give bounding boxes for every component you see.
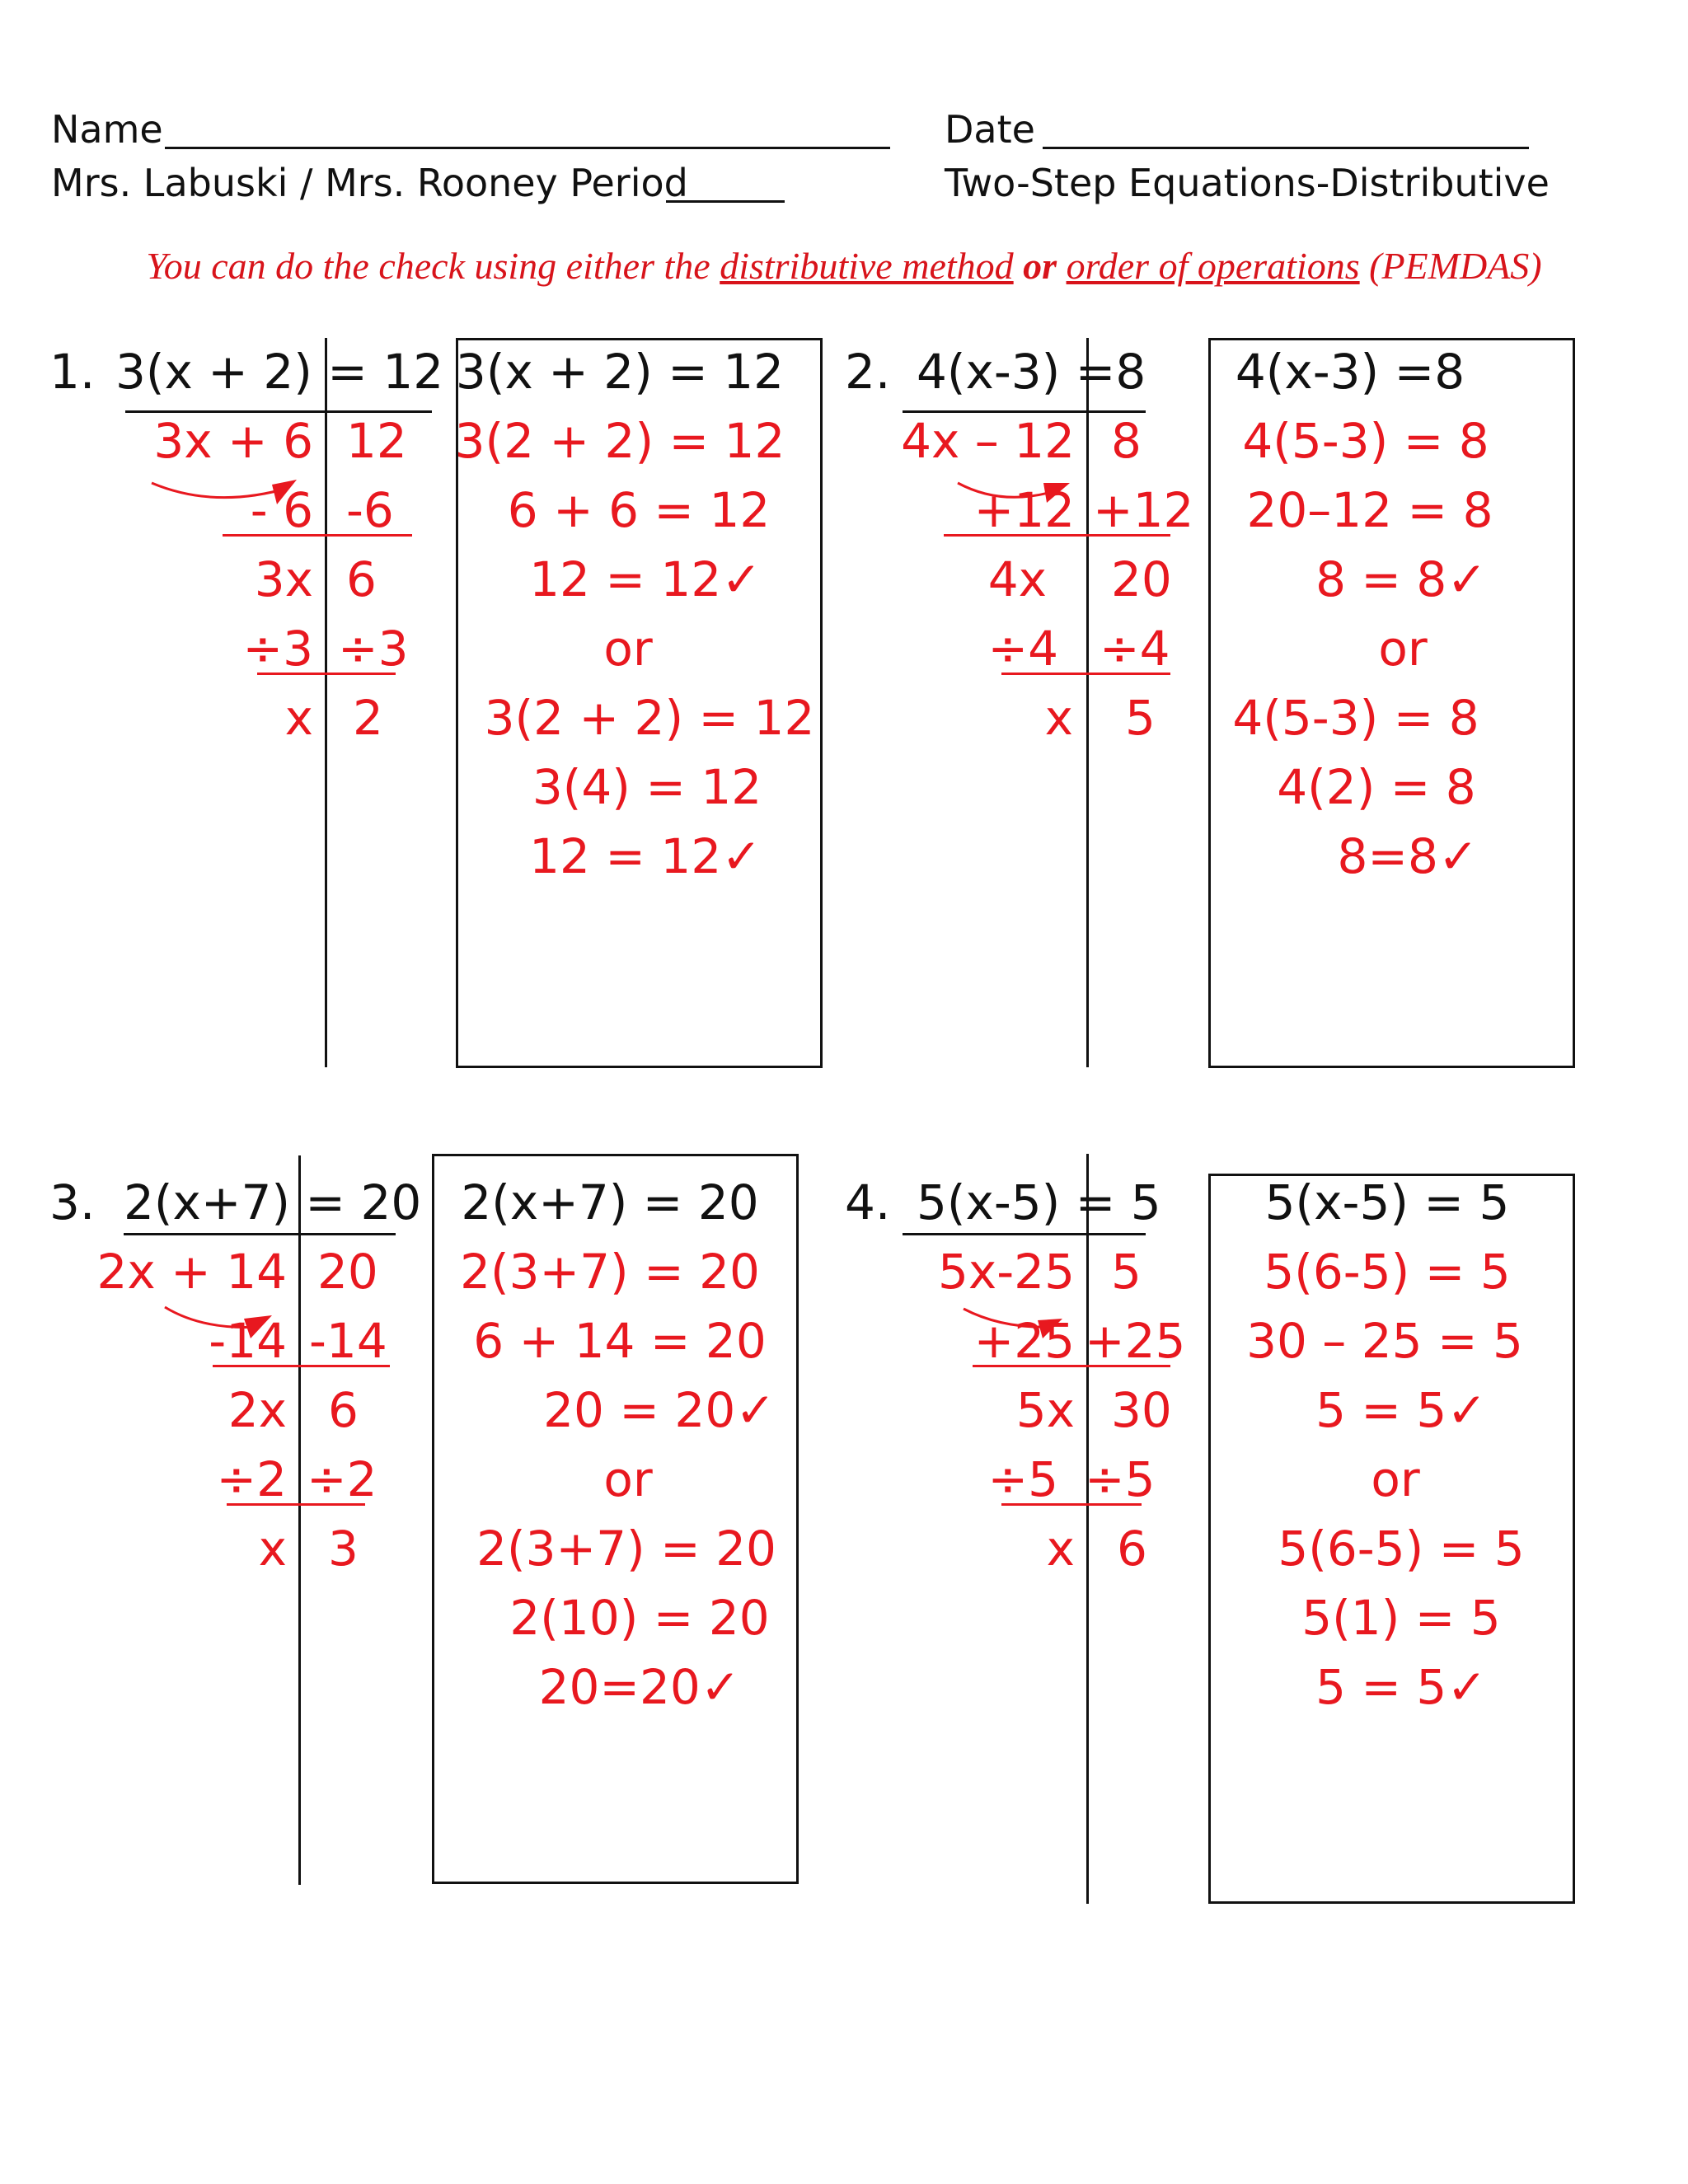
check-line: 5 = 5✓ — [1315, 1382, 1487, 1438]
inverse-right: +25 — [1085, 1313, 1186, 1369]
instructions-part1: You can do the check using either the — [146, 245, 710, 287]
divide-underline — [1001, 1503, 1142, 1506]
balance-line — [325, 338, 327, 1067]
divide-left: ÷5 — [987, 1451, 1058, 1507]
check-line: 5(6-5) = 5 — [1264, 1244, 1511, 1300]
check-equation: 4(x-3) =8 — [1235, 344, 1465, 400]
problem-equation: 3(x + 2) = 12 — [115, 344, 444, 400]
divide-left: ÷3 — [242, 621, 313, 677]
check-line: 2(10) = 20 — [509, 1590, 770, 1646]
inverse-left: +25 — [973, 1313, 1075, 1369]
divide-right: ÷5 — [1085, 1451, 1156, 1507]
problem-number: 2. — [845, 344, 891, 400]
check-line: 12 = 12✓ — [529, 551, 762, 607]
inverse-right: +12 — [1093, 482, 1194, 538]
answer-right: 6 — [1117, 1521, 1147, 1577]
date-field[interactable] — [1043, 147, 1529, 149]
check-line: 5(1) = 5 — [1301, 1590, 1501, 1646]
simplified-right: 30 — [1111, 1382, 1172, 1438]
problem-equation: 5(x-5) = 5 — [917, 1174, 1161, 1230]
check-line: 6 + 6 = 12 — [507, 482, 771, 538]
answer-left: x — [1044, 690, 1073, 746]
check-line: 3(2 + 2) = 12 — [484, 690, 815, 746]
problem-equation: 4(x-3) =8 — [917, 344, 1146, 400]
answer-left: x — [258, 1521, 287, 1577]
check-equation: 5(x-5) = 5 — [1264, 1174, 1510, 1230]
simplified-left: 3x — [254, 551, 313, 607]
distributed-right: 20 — [317, 1244, 378, 1300]
distributed-left: 3x + 6 — [153, 413, 313, 469]
period-field[interactable] — [666, 200, 785, 203]
balance-line — [298, 1155, 301, 1885]
answer-right: 5 — [1125, 690, 1156, 746]
check-line: 5 = 5✓ — [1315, 1659, 1487, 1715]
check-line: 6 + 14 = 20 — [473, 1313, 767, 1369]
check-line: 3(2 + 2) = 12 — [454, 413, 785, 469]
divide-right: ÷4 — [1100, 621, 1170, 677]
distributed-right: 12 — [346, 413, 407, 469]
equation-underline — [903, 1233, 1146, 1235]
balance-line — [1086, 338, 1089, 1067]
check-equation: 3(x + 2) = 12 — [455, 344, 785, 400]
instructions-distributive-method: distributive method — [720, 245, 1014, 287]
inverse-left: -14 — [209, 1313, 287, 1369]
distributed-right: 5 — [1111, 1244, 1142, 1300]
instructions-part2: (PEMDAS) — [1369, 245, 1542, 287]
check-line: 5(6-5) = 5 — [1278, 1521, 1525, 1577]
check-line: 4(5-3) = 8 — [1242, 413, 1489, 469]
divide-underline — [1001, 673, 1170, 675]
name-field[interactable] — [165, 147, 890, 149]
distributed-left: 4x – 12 — [901, 413, 1075, 469]
distributed-left: 5x-25 — [938, 1244, 1075, 1300]
divide-underline — [227, 1503, 365, 1506]
problem-number: 4. — [845, 1174, 891, 1230]
instructions — [0, 244, 1688, 288]
answer-right: 3 — [328, 1521, 359, 1577]
check-line: 2(3+7) = 20 — [476, 1521, 776, 1577]
simplified-left: 2x — [227, 1382, 287, 1438]
inverse-left: +12 — [973, 482, 1075, 538]
divide-left: ÷2 — [216, 1451, 287, 1507]
simplified-left: 5x — [1015, 1382, 1075, 1438]
divide-underline — [257, 673, 396, 675]
check-line: 20=20✓ — [538, 1659, 741, 1715]
check-line: 4(2) = 8 — [1277, 759, 1476, 815]
check-or: or — [603, 621, 653, 677]
check-or: or — [603, 1451, 653, 1507]
instructions-or: or — [1023, 245, 1057, 287]
balance-line — [1086, 1154, 1089, 1904]
check-or: or — [1378, 621, 1428, 677]
check-or: or — [1371, 1451, 1420, 1507]
teacher-period-label: Mrs. Labuski / Mrs. Rooney Period — [51, 161, 688, 205]
problem-number: 3. — [49, 1174, 96, 1230]
inverse-right: -14 — [309, 1313, 387, 1369]
check-line: 2(3+7) = 20 — [460, 1244, 760, 1300]
check-line: 3(4) = 12 — [532, 759, 762, 815]
answer-left: x — [1046, 1521, 1075, 1577]
inverse-underline — [213, 1365, 390, 1367]
simplified-right: 6 — [346, 551, 377, 607]
instructions-order-of-operations: order of operations — [1066, 245, 1360, 287]
answer-right: 2 — [353, 690, 383, 746]
inverse-right: -6 — [346, 482, 394, 538]
inverse-left: - 6 — [250, 482, 313, 538]
check-equation: 2(x+7) = 20 — [461, 1174, 759, 1230]
distributed-left: 2x + 14 — [96, 1244, 287, 1300]
equation-underline — [124, 1233, 396, 1235]
answer-left: x — [284, 690, 313, 746]
problem-number: 1. — [49, 344, 96, 400]
name-label: Name — [51, 107, 163, 152]
inverse-underline — [973, 1365, 1170, 1367]
divide-right: ÷2 — [307, 1451, 377, 1507]
simplified-left: 4x — [987, 551, 1047, 607]
check-line: 30 – 25 = 5 — [1246, 1313, 1523, 1369]
distributed-right: 8 — [1111, 413, 1142, 469]
check-line: 8=8✓ — [1337, 828, 1479, 884]
inverse-underline — [944, 534, 1170, 537]
simplified-right: 20 — [1111, 551, 1172, 607]
check-line: 20–12 = 8 — [1246, 482, 1493, 538]
check-line: 12 = 12✓ — [529, 828, 762, 884]
divide-right: ÷3 — [338, 621, 409, 677]
problem-equation: 2(x+7) = 20 — [124, 1174, 422, 1230]
simplified-right: 6 — [328, 1382, 359, 1438]
check-line: 8 = 8✓ — [1315, 551, 1487, 607]
divide-left: ÷4 — [987, 621, 1058, 677]
check-line: 20 = 20✓ — [543, 1382, 776, 1438]
date-label: Date — [945, 107, 1035, 152]
check-line: 4(5-3) = 8 — [1232, 690, 1479, 746]
inverse-underline — [223, 534, 412, 537]
worksheet-title: Two-Step Equations-Distributive — [945, 161, 1550, 205]
